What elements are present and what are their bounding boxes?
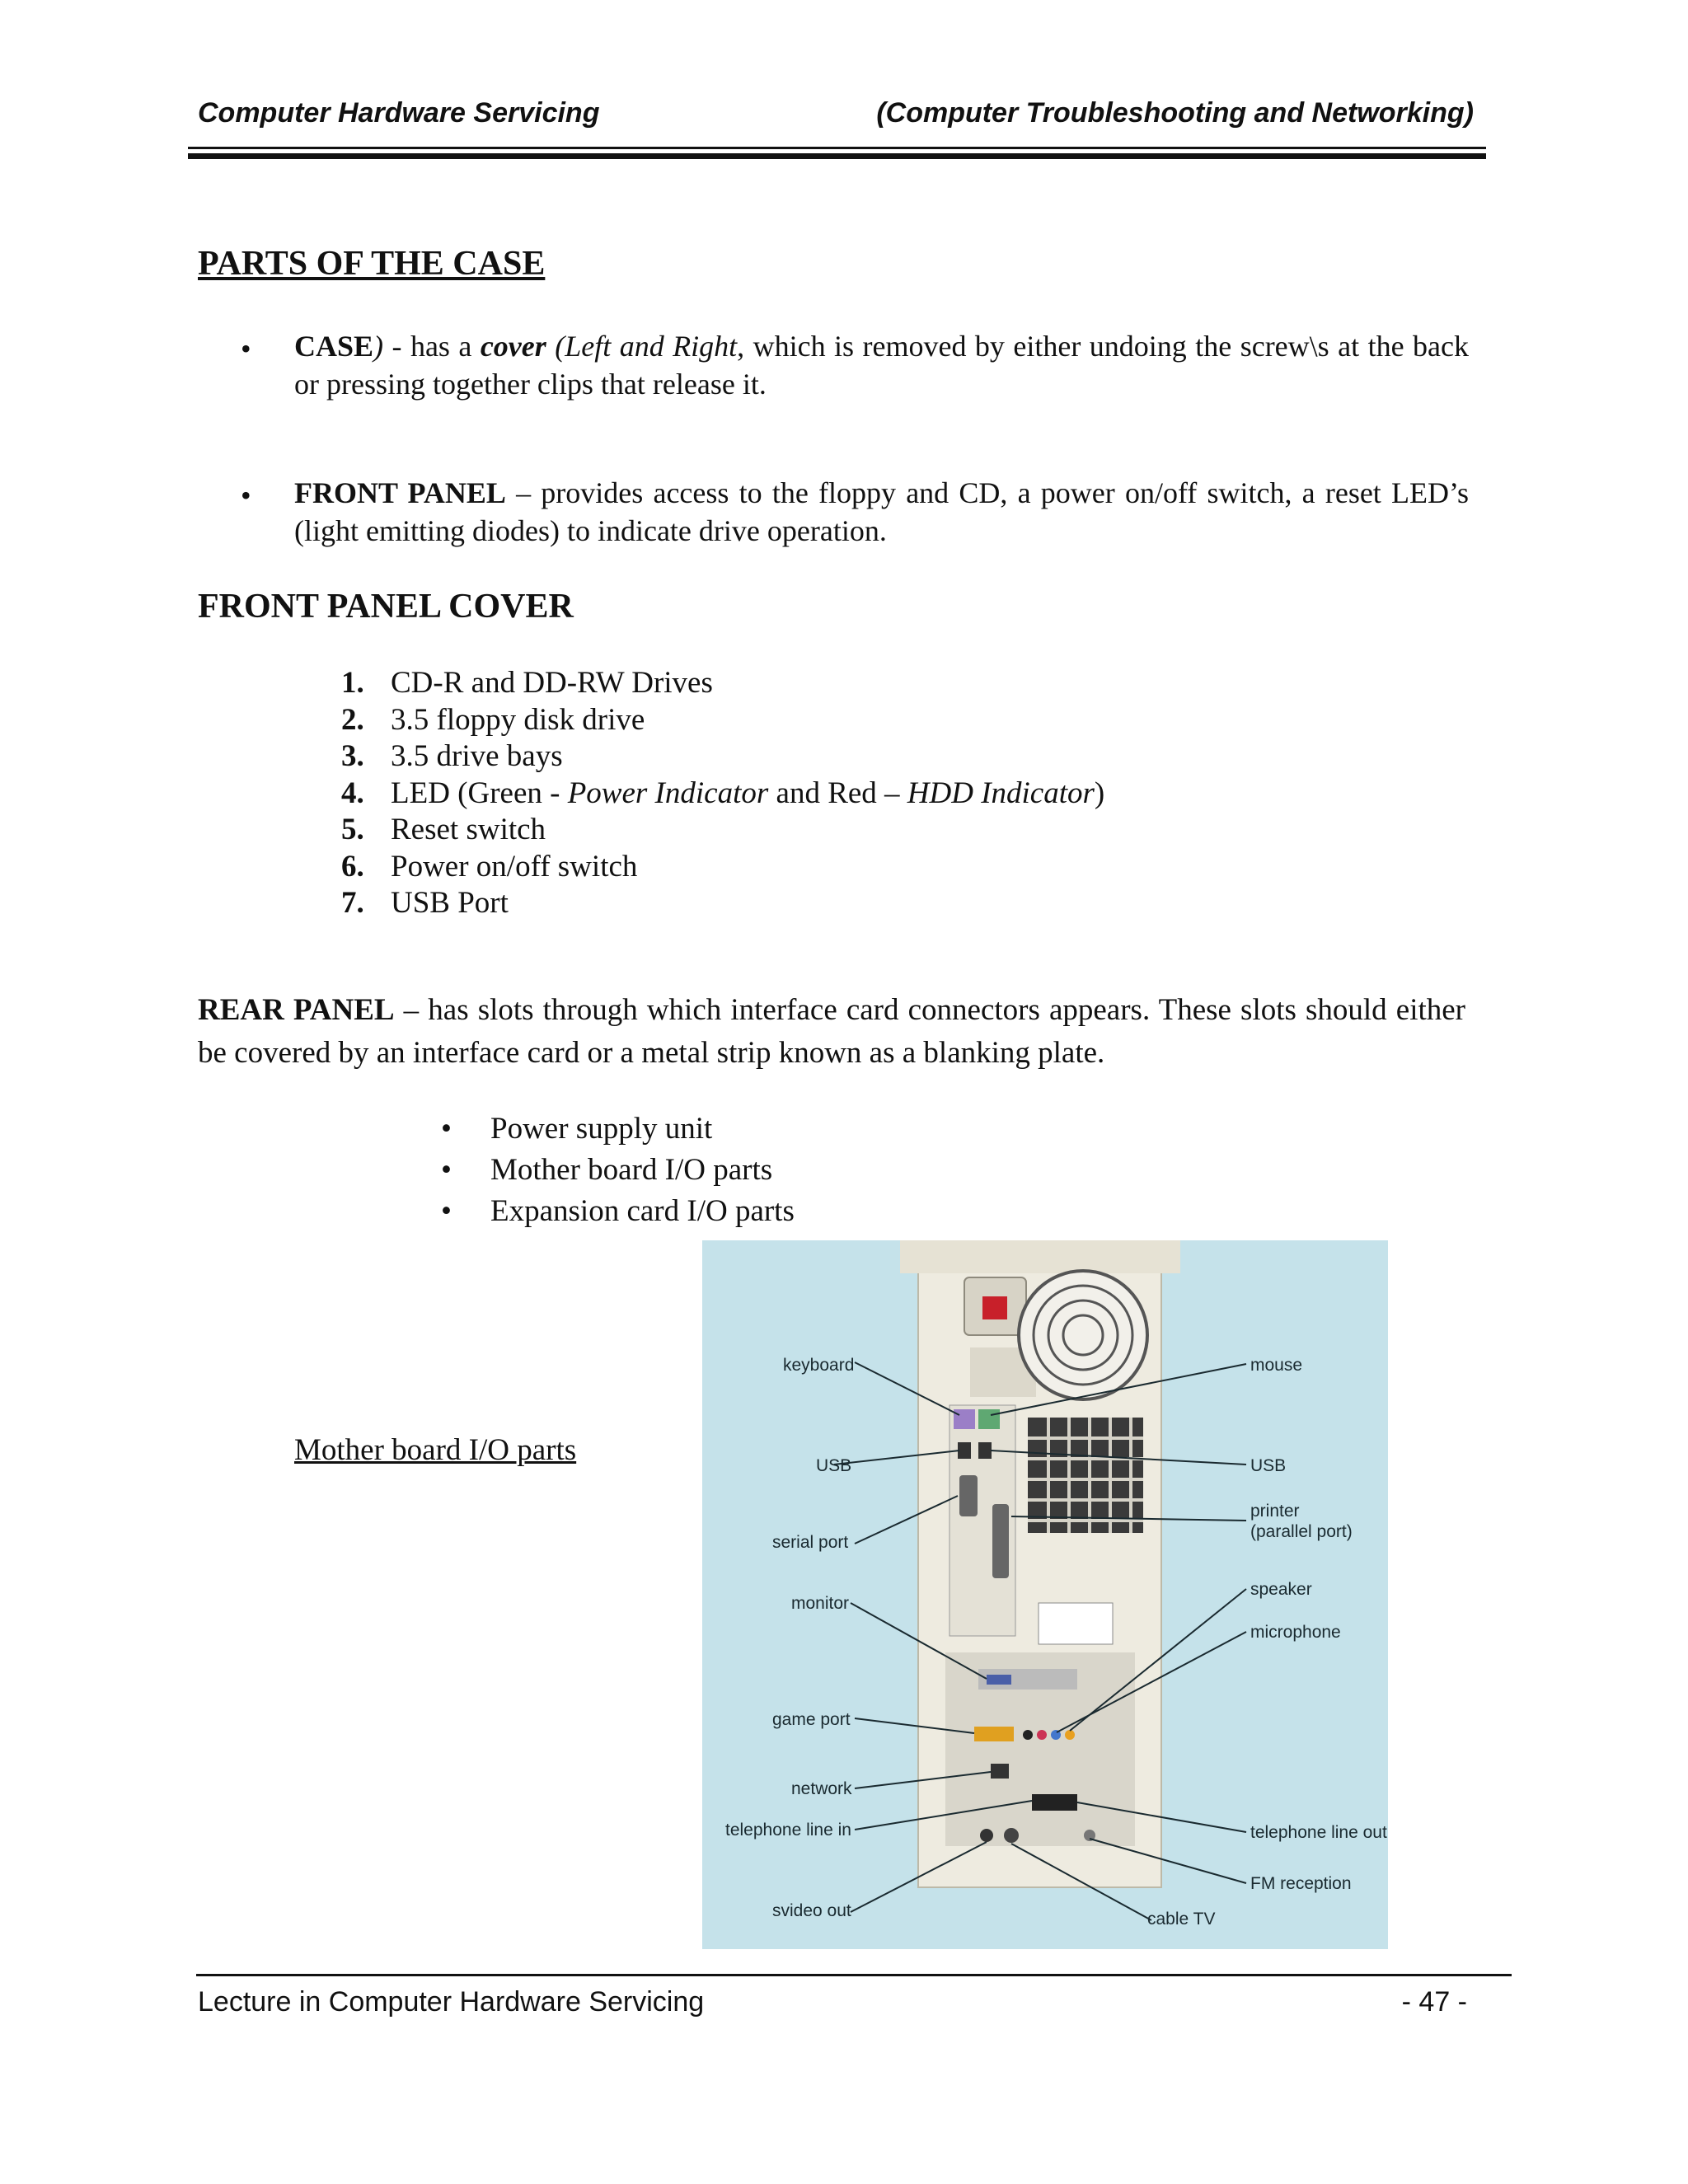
audio-jack (1023, 1730, 1033, 1740)
italic-text: Power Indicator (567, 776, 769, 810)
item-number: 3. (341, 739, 364, 773)
label-telephone-line-in: telephone line in (725, 1821, 851, 1840)
rear-panel-diagram (702, 1240, 1388, 1949)
text: and Red – (768, 776, 907, 810)
label-telephone-line-out: telephone line out (1250, 1823, 1387, 1842)
audio-jack (1037, 1730, 1047, 1740)
header-right: (Computer Troubleshooting and Networking) (876, 97, 1474, 129)
psu-fan (1019, 1271, 1147, 1399)
label-usb-left: USB (816, 1456, 852, 1475)
text: – provides access to the floppy and CD, a power on/off switch, a reset LED’s (light emitting diodes) to indicate drive operation. (294, 476, 1469, 547)
serial-connector (959, 1475, 978, 1516)
bullet-dot: • (441, 1153, 452, 1187)
list-item (341, 849, 1104, 886)
rear-panel-list (441, 1108, 795, 1232)
label-keyboard: keyboard (783, 1356, 855, 1375)
label-svideo-out: svideo out (772, 1901, 851, 1920)
item-text: Mother board I/O parts (490, 1153, 773, 1187)
section-title-parts-of-case: PARTS OF THE CASE (198, 245, 546, 283)
label-parallel-port: (parallel port) (1250, 1522, 1353, 1541)
rear-panel-paragraph (198, 989, 1465, 1075)
item-text: 3.5 drive bays (391, 739, 563, 773)
section-title-front-panel-cover: FRONT PANEL COVER (198, 588, 574, 626)
footer-left: Lecture in Computer Hardware Servicing (198, 1986, 705, 2018)
monitor-port (987, 1675, 1011, 1685)
header-rule-thick (188, 153, 1486, 159)
list-item (341, 776, 1104, 813)
power-switch (982, 1296, 1007, 1319)
label-cable-tv: cable TV (1147, 1910, 1216, 1929)
bullet-case (294, 327, 1469, 403)
term-front-panel: FRONT PANEL (294, 476, 506, 509)
item-text: Expansion card I/O parts (490, 1194, 795, 1228)
coax-port (1004, 1828, 1019, 1843)
svideo-port (980, 1829, 993, 1842)
case-top (900, 1240, 1180, 1273)
header-left: Computer Hardware Servicing (198, 97, 600, 129)
keyboard-port (954, 1409, 975, 1429)
italic-text: HDD Indicator (907, 776, 1095, 810)
bullet-dot: • (441, 1112, 452, 1146)
usb-port (978, 1442, 992, 1459)
label-network: network (791, 1779, 852, 1798)
list-item (441, 1150, 795, 1191)
text: ) (1094, 776, 1105, 810)
item-number: 2. (341, 702, 364, 737)
text: - has a (383, 330, 481, 363)
item-number: 7. (341, 886, 364, 920)
bullet-dot: • (241, 332, 251, 365)
figure-label: Mother board I/O parts (294, 1433, 577, 1467)
term-case: CASE (294, 330, 374, 363)
text: LED (Green - (391, 776, 568, 810)
list-item (341, 885, 1104, 922)
item-number: 4. (341, 776, 364, 810)
item-number: 5. (341, 813, 364, 846)
phone-jack (1032, 1794, 1077, 1811)
rear-panel-photo (702, 1240, 1388, 1949)
item-text (391, 776, 1104, 813)
text: – has slots through which interface card connectors appears. These slots should either be covered by an interface card or a metal strip known as a blanking plate. (198, 993, 1466, 1070)
term-cover: cover (480, 330, 546, 363)
label-usb-right: USB (1250, 1456, 1287, 1475)
item-text: USB Port (391, 886, 509, 920)
list-item (341, 702, 1104, 739)
audio-jack (1065, 1730, 1075, 1740)
footer-rule (196, 1974, 1512, 1976)
item-text: CD-R and DD-RW Drives (391, 666, 713, 700)
italic-text: (Left and Right (546, 330, 738, 363)
header-rule-thin (188, 147, 1486, 149)
label-serial-port: serial port (772, 1533, 849, 1552)
mouse-port (978, 1409, 1000, 1429)
list-item (341, 812, 1104, 849)
game-port-connector (974, 1727, 1014, 1741)
item-text: Power on/off switch (391, 849, 638, 883)
label-mouse: mouse (1250, 1356, 1303, 1375)
label-game-port: game port (772, 1710, 851, 1729)
list-item (441, 1108, 795, 1150)
paren: ) (373, 330, 384, 363)
barcode-label (1039, 1603, 1113, 1644)
list-item (341, 665, 1104, 702)
label-fm-reception: FM reception (1250, 1874, 1352, 1893)
item-number: 1. (341, 666, 364, 700)
text: , which is removed by either undoing the screw\s at the back or pressing together clips that release it. (294, 330, 1469, 401)
bullet-front-panel (294, 474, 1469, 550)
item-number: 6. (341, 849, 364, 883)
label-microphone: microphone (1250, 1623, 1341, 1642)
label-monitor: monitor (791, 1594, 850, 1613)
bullet-dot: • (441, 1194, 452, 1228)
usb-port (958, 1442, 971, 1459)
list-item (441, 1191, 795, 1232)
item-text: Power supply unit (490, 1112, 713, 1146)
front-panel-list (341, 665, 1104, 922)
case-fan (1028, 1418, 1143, 1533)
label-speaker: speaker (1250, 1580, 1312, 1599)
parallel-connector (992, 1504, 1009, 1578)
item-text: 3.5 floppy disk drive (391, 702, 645, 737)
label-printer: printer (1250, 1502, 1300, 1521)
bullet-dot: • (241, 479, 251, 512)
list-item (341, 738, 1104, 776)
item-text: Reset switch (391, 813, 546, 846)
term-rear-panel: REAR PANEL (198, 993, 395, 1027)
network-port (991, 1764, 1009, 1779)
page-number: - 47 - (1401, 1986, 1467, 2018)
